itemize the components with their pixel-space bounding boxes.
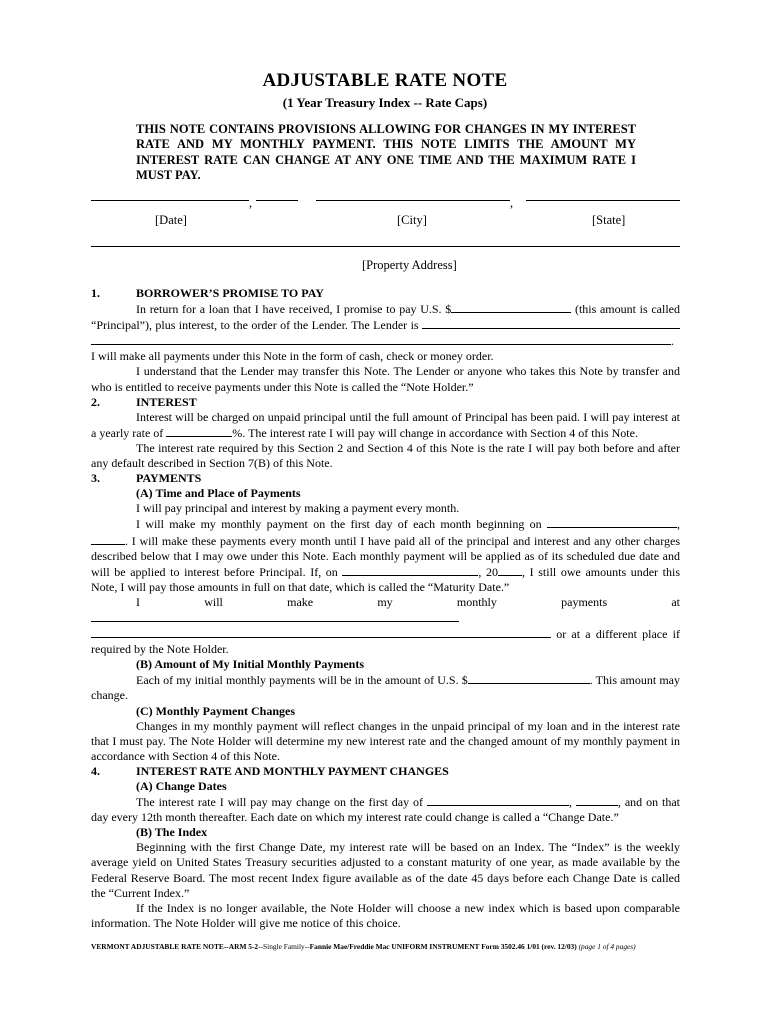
- property-address-label: [Property Address]: [362, 258, 457, 272]
- section-4b-heading: (B) The Index: [136, 825, 208, 840]
- first-change-date-field[interactable]: [427, 794, 569, 806]
- section-title: BORROWER’S PROMISE TO PAY: [136, 286, 324, 300]
- section-3c-paragraph-1: Changes in my monthly payment will reflect changes in the unpaid principal of my loan and in the interest rate that I must pay. The Note Holder will determine my new interest rate and the changed amount of my monthly payment in accordance with Section 4 of this Note.: [91, 718, 680, 763]
- city-label: [City]: [397, 213, 427, 227]
- section-1-paragraph-2: I understand that the Lender may transfer this Note. The Lender or anyone who takes this Note by transfer and who is entitled to receive payments under this Note is called the “Note Holder.”: [91, 364, 680, 394]
- section-1-paragraph-1: In return for a loan that I have received, I promise to pay U.S. $ (this amount is called “Principal”), plus interest, to the order of the Lender. The Lender is . I will make all payments under this Note in the form of cash, check or money order.: [91, 302, 680, 364]
- section-3a-paragraph-2: I will make my monthly payment on the first day of each month beginning on , . I will make these payments every month until I have paid all of the principal and interest and any other charges described below that I may owe under this Note. Each monthly payment will be applied as of its scheduled due date and will be applied to interest before Principal. If, on , 20 , I still owe amounts under this Note, I will pay those amounts in full on that date, which is called the “Maturity Date.”: [91, 517, 680, 594]
- document-subtitle: (1 Year Treasury Index -- Rate Caps): [282, 95, 488, 110]
- section-3a-paragraph-1: I will pay principal and interest by making a payment every month.: [136, 501, 460, 516]
- first-payment-year-field[interactable]: [91, 533, 125, 545]
- lender-name-field[interactable]: [422, 317, 680, 329]
- date-label: [Date]: [155, 213, 187, 227]
- section-4a-paragraph-1: The interest rate I will pay may change on the first day of , , and on that day every 12th month thereafter. Each date on which my interest rate could change is called a “Change Date.”: [91, 795, 681, 825]
- maturity-date-field[interactable]: [342, 564, 478, 576]
- maturity-year-field[interactable]: [498, 564, 522, 576]
- section-2-heading: [91, 395, 680, 410]
- section-2-paragraph-2: The interest rate required by this Section 2 and Section 4 of this Note is the rate I will pay both before and after any default described in Section 7(B) of this Note.: [91, 440, 680, 471]
- date-comma: ,: [249, 196, 253, 210]
- principal-amount-field[interactable]: [451, 301, 571, 313]
- payment-place-field[interactable]: [91, 610, 459, 622]
- warning-notice: THIS NOTE CONTAINS PROVISIONS ALLOWING FOR CHANGES IN MY INTEREST RATE AND MY MONTHLY PAYMENT. THIS NOTE LIMITS THE AMOUNT MY INTEREST RATE CAN CHANGE AT ANY ONE TIME AND THE MAXIMUM RATE I MUST PAY.: [136, 122, 636, 182]
- interest-rate-field[interactable]: [166, 425, 232, 437]
- section-number: 4.: [91, 763, 100, 778]
- section-2-paragraph-1: Interest will be charged on unpaid principal until the full amount of Principal has been paid. I will pay interest at a yearly rate of %. The interest rate I will pay will change in accordance with Section 4 of this Note.: [91, 409, 680, 440]
- section-4b-paragraph-1: Beginning with the first Change Date, my interest rate will be based on an Index. The “Index” is the weekly average yield on United States Treasury securities adjusted to a constant maturity of one year, as made available by the Federal Reserve Board. The most recent Index figure available as of the date 45 days before each Change Date is called the “Current Index.”: [91, 840, 680, 900]
- form-footer: VERMONT ADJUSTABLE RATE NOTE--ARM 5-2--Single Family--Fannie Mae/Freddie Mac UNIFORM INSTRUMENT Form 3502.46 1/01 (rev. 12/03) (page 1 of 4 pages): [91, 942, 636, 951]
- year-field-line[interactable]: [256, 200, 298, 201]
- section-3b-heading: (B) Amount of My Initial Monthly Payments: [136, 657, 364, 672]
- section-4b-paragraph-2: If the Index is no longer available, the Note Holder will choose a new index which is based upon comparable information. The Note Holder will give me notice of this choice.: [91, 900, 680, 930]
- lender-name-field-cont[interactable]: [91, 333, 671, 345]
- monthly-payment-amount-field[interactable]: [468, 672, 590, 684]
- section-4-heading: [91, 764, 680, 779]
- date-field-line[interactable]: [91, 200, 249, 201]
- section-title: INTEREST RATE AND MONTHLY PAYMENT CHANGES: [136, 763, 449, 778]
- state-label: [State]: [592, 213, 626, 227]
- section-3c-heading: (C) Monthly Payment Changes: [136, 703, 295, 718]
- section-number: 1.: [91, 286, 100, 300]
- city-comma: ,: [510, 196, 514, 210]
- note-body: [91, 286, 680, 931]
- property-address-line[interactable]: [91, 246, 680, 247]
- city-field-line[interactable]: [316, 200, 510, 201]
- section-number: 3.: [91, 471, 100, 486]
- section-4a-heading: (A) Change Dates: [136, 779, 227, 793]
- page-indicator: (page 1 of 4 pages): [578, 942, 636, 951]
- section-3a-heading: (A) Time and Place of Payments: [136, 486, 301, 501]
- section-title: INTEREST: [136, 394, 197, 409]
- section-1-heading: [91, 286, 680, 301]
- payment-place-field-cont[interactable]: [91, 626, 551, 638]
- state-field-line[interactable]: [526, 200, 680, 201]
- first-payment-date-field[interactable]: [547, 516, 677, 528]
- first-change-year-field[interactable]: [576, 794, 618, 806]
- section-3a-paragraph-3: I will make my monthly payments at or at a different place if required by the Note Holder.: [91, 594, 680, 657]
- section-number: 2.: [91, 394, 100, 409]
- section-3b-paragraph-1: Each of my initial monthly payments will be in the amount of U.S. $ . This amount may change.: [91, 673, 680, 703]
- section-title: PAYMENTS: [136, 471, 202, 486]
- section-3-heading: [91, 471, 680, 486]
- document-title: ADJUSTABLE RATE NOTE: [262, 70, 508, 91]
